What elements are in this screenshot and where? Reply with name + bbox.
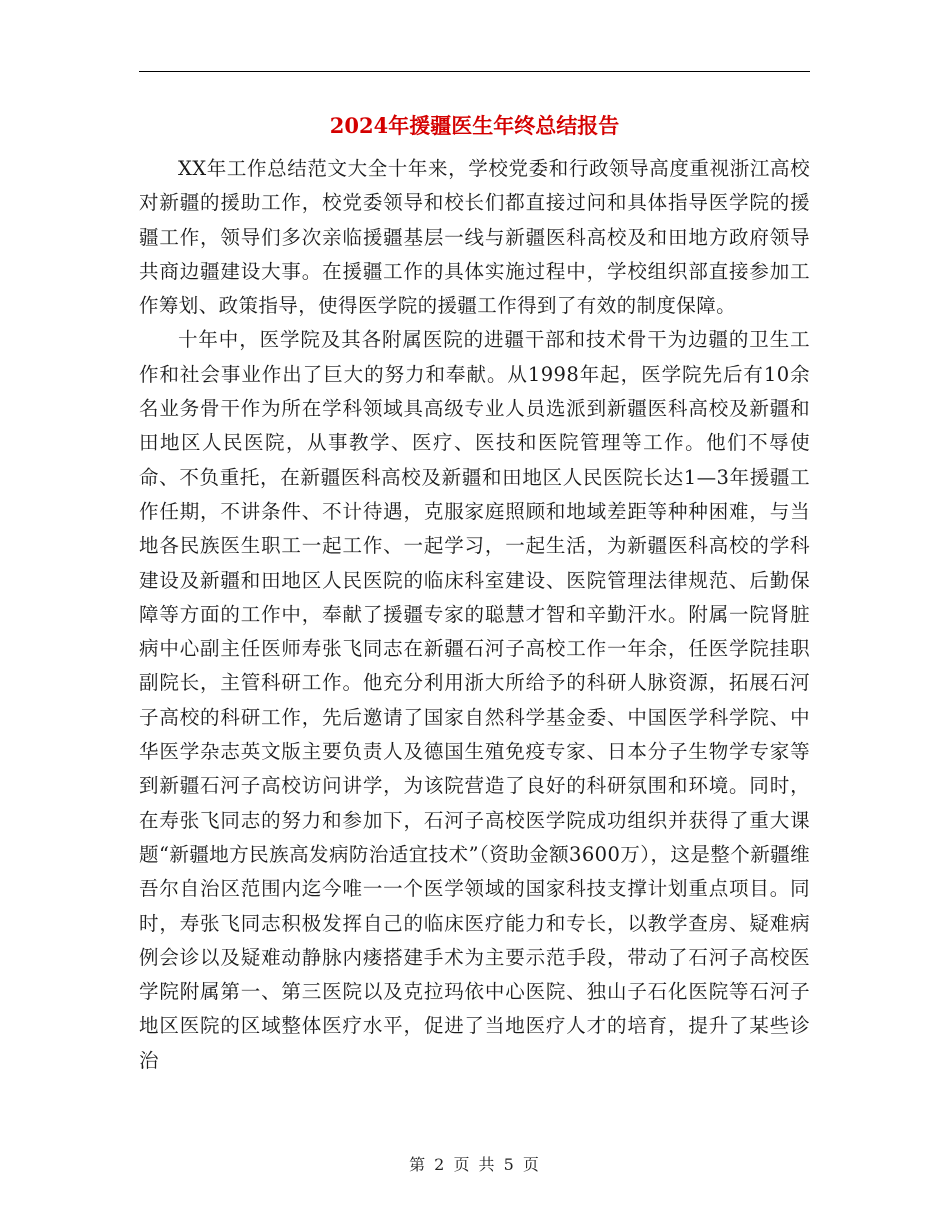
page-number-footer: 第 2 页 共 5 页 (409, 1155, 541, 1174)
header-rule (139, 71, 810, 72)
document-body (139, 152, 810, 1078)
paragraph-intro: XX年工作总结范文大全十年来，学校党委和行政领导高度重视浙江高校对新疆的援助工作，校党委领导和校长们都直接过问和具体指导医学院的援疆工作，领导们多次亲临援疆基层一线与新疆医科高校及和田地方政府领导共商边疆建设大事。在援疆工作的具体实施过程中，学校组织部直接参加工作筹划、政策指导，使得医学院的援疆工作得到了有效的制度保障。 (139, 157, 810, 318)
paragraph-decade: 十年中，医学院及其各附属医院的进疆干部和技术骨干为边疆的卫生工作和社会事业作出了巨大的努力和奉献。从1998年起，医学院先后有10余名业务骨干作为所在学科领域具高级专业人员选派到新疆医科高校及新疆和田地区人民医院，从事教学、医疗、医技和医院管理等工作。他们不辱使命、不负重托，在新疆医科高校及新疆和田地区人民医院长达1—3年援疆工作任期，不讲条件、不计待遇，克服家庭照顾和地域差距等种种困难，与当地各民族医生职工一起工作、一起学习，一起生活，为新疆医科高校的学科建设及新疆和田地区人民医院的临床科室建设、医院管理法律规范、后勤保障等方面的工作中，奉献了援疆专家的聪慧才智和辛勤汗水。附属一院肾脏病中心副主任医师寿张飞同志在新疆石河子高校工作一年余，任医学院挂职副院长，主管科研工作。他充分利用浙大所给予的科研人脉资源，拓展石河子高校的科研工作，先后邀请了国家自然科学基金委、中国医学科学院、中华医学杂志英文版主要负责人及德国生殖免疫专家、日本分子生物学专家等到新疆石河子高校访问讲学，为该院营造了良好的科研氛围和环境。同时，在寿张飞同志的努力和参加下，石河子高校医学院成功组织并获得了重大课题“新疆地方民族高发病防治适宜技术”（资助金额3600万），这是整个新疆维吾尔自治区范围内迄今唯一一个医学领域的国家科技支撑计划重点项目。同时，寿张飞同志积极发挥自己的临床医疗能力和专长，以教学查房、疑难病例会诊以及疑难动静脉内瘘搭建手术为主要示范手段，带动了石河子高校医学院附属第一、第三医院以及克拉玛依中心医院、独山子石化医院等石河子地区医院的区域整体医疗水平，促进了当地医疗人才的培育，提升了某些诊治 (139, 328, 810, 1072)
document-title: 2024年援疆医生年终总结报告 (329, 113, 620, 138)
